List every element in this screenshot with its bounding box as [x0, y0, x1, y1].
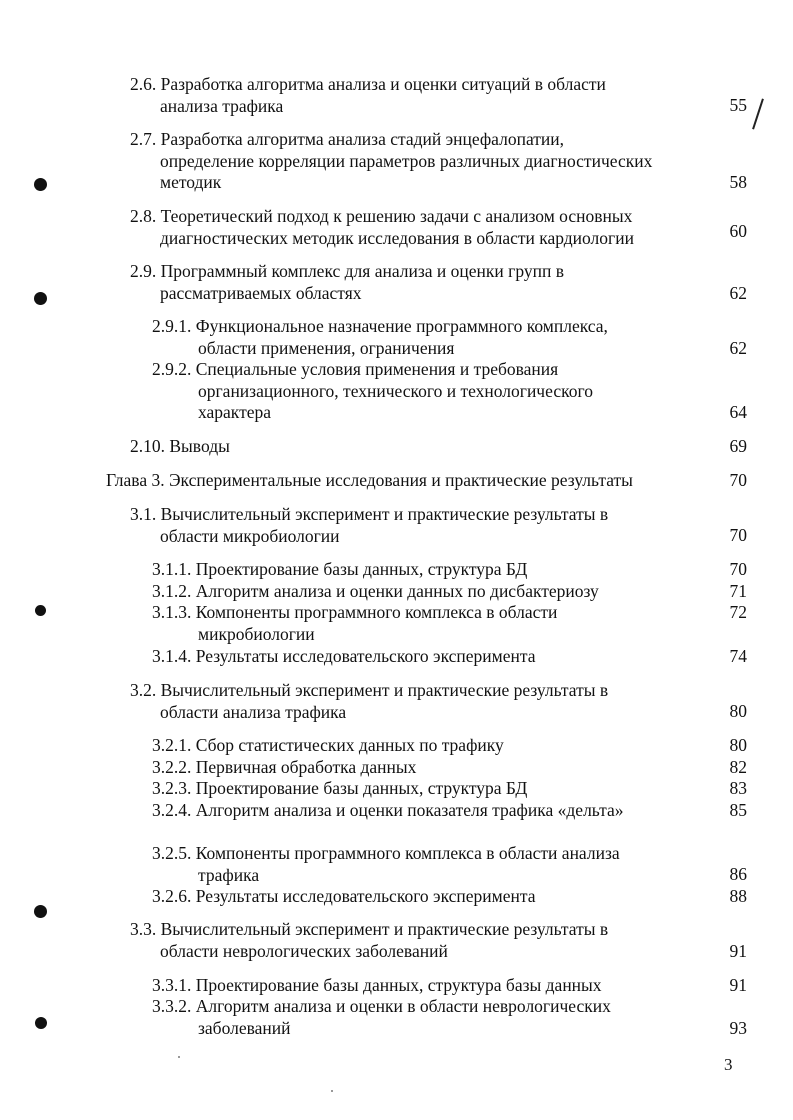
toc-line: 2.8. Теоретический подход к решению задачи с анализом основных	[130, 206, 633, 226]
pen-mark-stroke	[752, 98, 764, 129]
toc-line: заболеваний	[198, 1017, 291, 1038]
toc-line: 3.1.2. Алгоритм анализа и оценки данных по дисбактериозу	[152, 581, 599, 601]
toc-line: организационного, технического и технологического	[198, 380, 593, 401]
toc-line: 2.10. Выводы	[130, 436, 230, 456]
page-ref: 91	[729, 975, 747, 995]
scan-speck	[178, 1056, 180, 1058]
binding-hole-dot	[34, 905, 47, 918]
toc-line: 3.3.2. Алгоритм анализа и оценки в области неврологических	[152, 996, 611, 1016]
toc-line: микробиологии	[198, 623, 315, 644]
page-ref: 72	[729, 602, 747, 622]
page-ref: 93	[729, 1018, 747, 1038]
page-ref: 62	[729, 283, 747, 303]
toc-line: 2.7. Разработка алгоритма анализа стадий энцефалопатии,	[130, 129, 565, 149]
page-ref: 55	[729, 95, 747, 115]
toc-line: 3.1.3. Компоненты программного комплекса в области	[152, 602, 558, 622]
page-ref: 70	[729, 470, 747, 490]
toc-line: анализа трафика	[160, 95, 284, 116]
toc-line: области применения, ограничения	[198, 337, 455, 358]
toc-line: рассматриваемых областях	[160, 282, 362, 303]
page-number: 3	[724, 1055, 733, 1074]
page-ref: 80	[729, 701, 747, 721]
toc-line: диагностических методик исследования в области кардиологии	[160, 227, 634, 248]
toc-line: области анализа трафика	[160, 701, 347, 722]
toc-line: 3.2.1. Сбор статистических данных по трафику	[152, 735, 504, 755]
toc-line: 3.1.4. Результаты исследовательского эксперимента	[152, 646, 536, 666]
page-ref: 64	[729, 402, 747, 422]
toc-line: 3.2. Вычислительный эксперимент и практические результаты в	[130, 680, 609, 700]
page-ref: 74	[729, 646, 747, 666]
toc-line: 2.6. Разработка алгоритма анализа и оценки ситуаций в области	[130, 74, 606, 94]
page-ref: 88	[729, 886, 747, 906]
page-ref: 85	[729, 800, 747, 820]
page-ref: 70	[729, 525, 747, 545]
toc-line: 3.2.5. Компоненты программного комплекса в области анализа	[152, 843, 620, 863]
page-ref: 83	[729, 778, 747, 798]
page-ref: 82	[729, 757, 747, 777]
toc-line: области микробиологии	[160, 525, 340, 546]
toc-line: 3.2.2. Первичная обработка данных	[152, 757, 417, 777]
toc-line: 2.9.1. Функциональное назначение программного комплекса,	[152, 316, 608, 336]
page-ref: 70	[729, 559, 747, 579]
toc-line: области неврологических заболеваний	[160, 940, 448, 961]
scan-speck	[331, 1090, 333, 1092]
page-ref: 71	[729, 581, 747, 601]
binding-hole-dot	[35, 605, 46, 616]
toc-line: характера	[198, 402, 272, 422]
page-ref: 62	[729, 338, 747, 358]
page-ref: 60	[729, 221, 747, 241]
toc-line: 2.9.2. Специальные условия применения и требования	[152, 359, 559, 379]
toc-line: определение корреляции параметров различных диагностических	[160, 150, 653, 171]
binding-hole-dot	[34, 178, 47, 191]
toc-line: 3.1.1. Проектирование базы данных, структура БД	[152, 559, 528, 579]
toc-line: 3.3. Вычислительный эксперимент и практические результаты в	[130, 919, 609, 939]
toc-line: 3.3.1. Проектирование базы данных, структура базы данных	[152, 975, 602, 995]
toc-line: 2.9. Программный комплекс для анализа и оценки групп в	[130, 261, 564, 281]
toc-line: Глава 3. Экспериментальные исследования и практические результаты	[106, 470, 633, 490]
page-ref: 91	[729, 941, 747, 961]
toc-line: 3.2.6. Результаты исследовательского эксперимента	[152, 886, 536, 906]
page-ref: 58	[729, 172, 747, 192]
binding-hole-dot	[35, 1017, 47, 1029]
page-ref: 86	[729, 864, 747, 884]
toc-line: 3.2.4. Алгоритм анализа и оценки показателя трафика «дельта»	[152, 800, 624, 820]
page-ref: 80	[729, 735, 747, 755]
toc-line: трафика	[198, 864, 260, 885]
toc-line: 3.2.3. Проектирование базы данных, структура БД	[152, 778, 528, 798]
page-ref: 69	[729, 436, 747, 456]
toc-line: 3.1. Вычислительный эксперимент и практические результаты в	[130, 504, 609, 524]
binding-hole-dot	[34, 292, 47, 305]
toc-line: методик	[160, 172, 222, 192]
